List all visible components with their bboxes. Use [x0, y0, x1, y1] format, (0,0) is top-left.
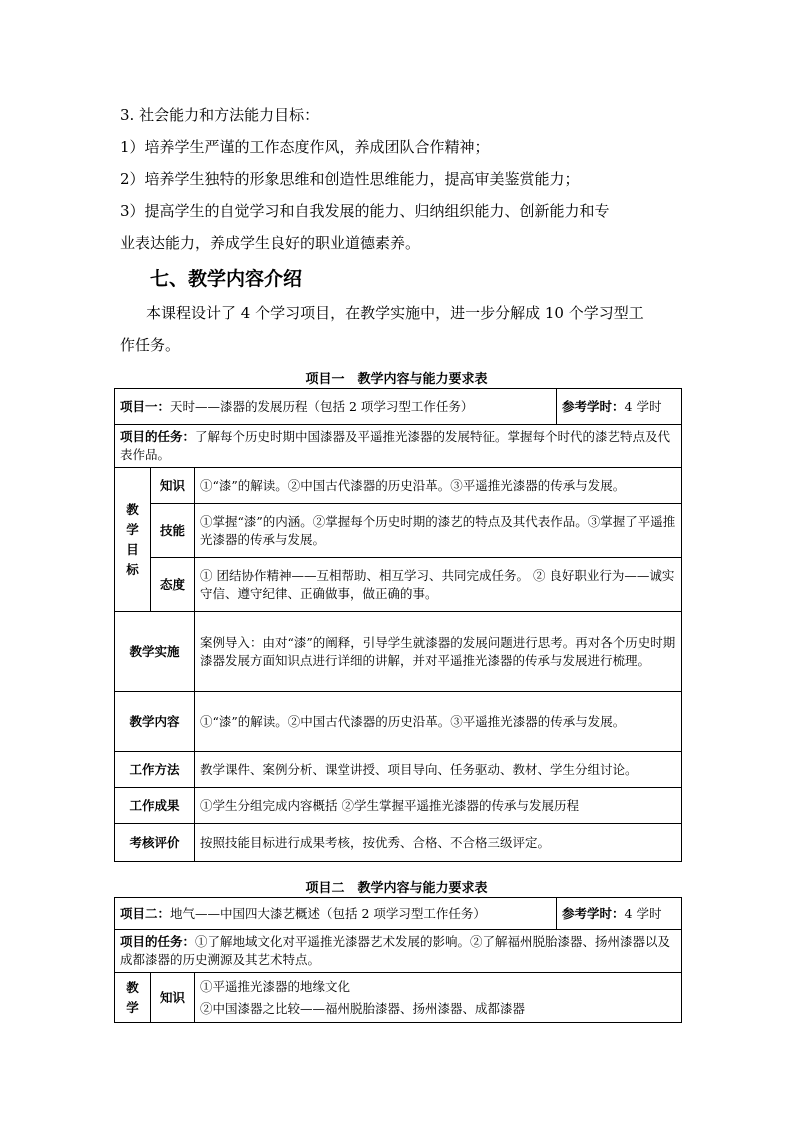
table2-task-label: 项目的任务： — [120, 934, 196, 949]
table2-caption: 项目二 教学内容与能力要求表 — [305, 881, 488, 896]
intro-line-1: 3. 社会能力和方法能力目标： — [120, 106, 320, 124]
table1-goal-label: 教学目标 — [115, 468, 151, 612]
table1-project-cell — [115, 389, 557, 425]
table2-knowledge-label: 知识 — [151, 973, 195, 1023]
table1-hours-label: 参考学时： — [562, 398, 625, 414]
table1-skill-label: 技能 — [151, 504, 195, 558]
table1-hours-value: 4 学时 — [624, 398, 662, 414]
section-para-line-2: 作任务。 — [120, 336, 181, 354]
table1-project-label: 项目一： — [120, 398, 171, 414]
table2-task-cell — [115, 930, 682, 973]
table2-project-cell — [115, 898, 557, 930]
table1-content-label: 教学内容 — [115, 692, 195, 752]
table1-skill-text: ①掌握“漆”的内涵。②掌握每个历史时期的漆艺的特点及其代表作品。③掌握了平遥推光漆器的传承与发展。 — [195, 504, 682, 558]
table2-knowledge-cell — [195, 973, 682, 1023]
intro-line-3: 2）培养学生独特的形象思维和创造性思维能力，提高审美鉴赏能力； — [120, 170, 580, 188]
table1-method-text: 教学课件、案例分析、课堂讲授、项目导向、任务驱动、教材、学生分组讨论。 — [195, 752, 682, 788]
table2-task-text: ①了解地域文化对平遥推光漆器艺术发展的影响。②了解福州脱胎漆器、扬州漆器以及成都漆器的历史溯源及其艺术特点。 — [120, 934, 671, 967]
table2-project-text: 地气——中国四大漆艺概述（包括 2 项学习型工作任务） — [170, 905, 486, 921]
table2-hours-cell — [557, 898, 682, 930]
table1-result-label: 工作成果 — [115, 788, 195, 824]
table1-knowledge-label: 知识 — [151, 468, 195, 504]
table2-goal-label: 教学 — [115, 973, 151, 1023]
section-heading: 七、教学内容介绍 — [150, 268, 303, 290]
intro-line-5: 业表达能力，养成学生良好的职业道德素养。 — [120, 234, 421, 252]
table1 — [114, 388, 682, 862]
table2-knowledge-line-2: ②中国漆器之比较——福州脱胎漆器、扬州漆器、成都漆器 — [200, 1000, 526, 1016]
table1-task-label: 项目的任务： — [120, 429, 196, 444]
table1-eval-text: 按照技能目标进行成果考核，按优秀、合格、不合格三级评定。 — [195, 824, 682, 862]
table1-eval-label: 考核评价 — [115, 824, 195, 862]
table1-impl-text: 案例导入：由对“漆”的阐释，引导学生就漆器的发展问题进行思考。再对各个历史时期漆器发展方面知识点进行详细的讲解，并对平遥推光漆器的传承与发展进行梳理。 — [195, 612, 682, 692]
table1-caption: 项目一 教学内容与能力要求表 — [305, 372, 488, 387]
table1-impl-label: 教学实施 — [115, 612, 195, 692]
table1-task-cell — [115, 425, 682, 468]
table1-attitude-label: 态度 — [151, 558, 195, 612]
table1-hours-cell — [557, 389, 682, 425]
intro-line-2: 1）培养学生严谨的工作态度作风，养成团队合作精神； — [120, 138, 490, 156]
table1-method-label: 工作方法 — [115, 752, 195, 788]
table1-attitude-text: ① 团结协作精神——互相帮助、相互学习、共同完成任务。 ② 良好职业行为——诚实守信、遵守纪律、正确做事，做正确的事。 — [195, 558, 682, 612]
table2-hours-value: 4 学时 — [624, 905, 662, 921]
table2-project-label: 项目二： — [120, 905, 171, 921]
table1-task-text: 了解每个历史时期中国漆器及平遥推光漆器的发展特征。掌握每个时代的漆艺特点及代表作品。 — [120, 429, 671, 462]
section-para-line-1: 本课程设计了 4 个学习项目，在教学实施中，进一步分解成 10 个学习型工 — [146, 304, 644, 322]
table2-hours-label: 参考学时： — [562, 905, 625, 921]
table2 — [114, 897, 682, 1023]
table1-content-text: ①“漆”的解读。②中国古代漆器的历史沿革。③平遥推光漆器的传承与发展。 — [195, 692, 682, 752]
table1-result-text: ①学生分组完成内容概括 ②学生掌握平遥推光漆器的传承与发展历程 — [195, 788, 682, 824]
table2-knowledge-line-1: ①平遥推光漆器的地缘文化 — [200, 978, 351, 994]
table1-knowledge-text: ①“漆”的解读。②中国古代漆器的历史沿革。③平遥推光漆器的传承与发展。 — [195, 468, 682, 504]
intro-line-4: 3）提高学生的自觉学习和自我发展的能力、归纳组织能力、创新能力和专 — [120, 202, 610, 220]
table1-project-text: 天时——漆器的发展历程（包括 2 项学习型工作任务） — [170, 398, 474, 414]
